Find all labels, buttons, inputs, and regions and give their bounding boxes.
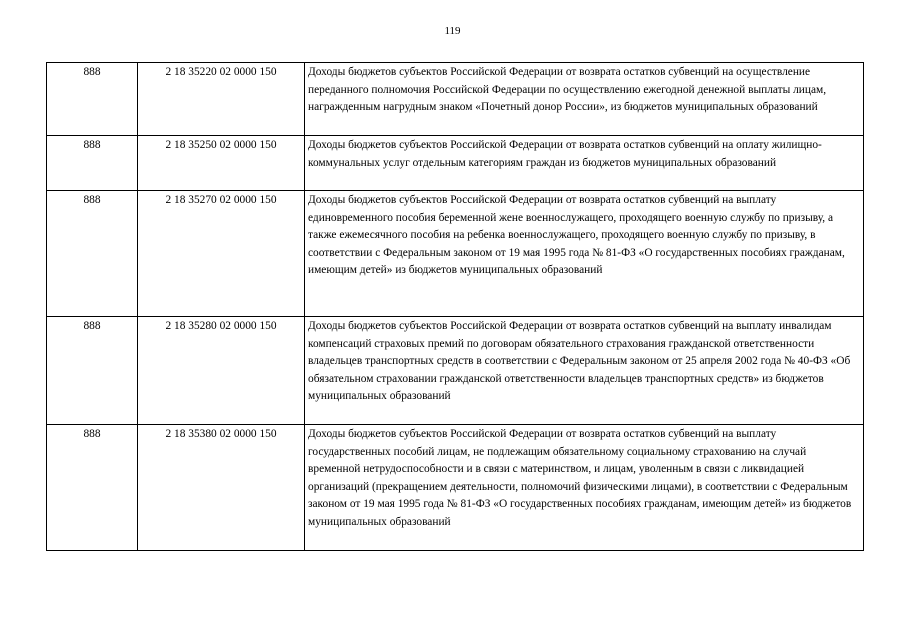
- table-row: [47, 425, 864, 551]
- admin-code-cell: 888: [47, 317, 138, 425]
- description-cell: Доходы бюджетов субъектов Российской Федерации от возврата остатков субвенций на выплату инвалидам компенсаций страховых премий по договорам обязательного страхования гражданской ответственности владельцев транспортных средств в соответствии с Федеральным законом от 25 апреля 2002 года № 40-ФЗ «Об обязательном страховании гражданской ответственности владельцев транспортных средств» из бюджетов муниципальных образований: [305, 317, 864, 425]
- description-cell: Доходы бюджетов субъектов Российской Федерации от возврата остатков субвенций на выплату единовременного пособия беременной жене военнослужащего, проходящего военную службу по призыву, а также ежемесячного пособия на ребенка военнослужащего, проходящего военную службу по призыву, в соответствии с Федеральным законом от 19 мая 1995 года № 81-ФЗ «О государственных пособиях гражданам, имеющим детей» из бюджетов муниципальных образований: [305, 191, 864, 317]
- budget-code-cell: 2 18 35250 02 0000 150: [138, 136, 305, 191]
- budget-code-cell: 2 18 35380 02 0000 150: [138, 425, 305, 551]
- table-row: [47, 63, 864, 136]
- admin-code-cell: 888: [47, 425, 138, 551]
- table-row: [47, 136, 864, 191]
- admin-code-cell: 888: [47, 63, 138, 136]
- budget-code-cell: 2 18 35280 02 0000 150: [138, 317, 305, 425]
- page-number: 119: [444, 25, 461, 37]
- table-row: [47, 191, 864, 317]
- budget-classification-table: [46, 62, 864, 551]
- description-cell: Доходы бюджетов субъектов Российской Федерации от возврата остатков субвенций на оплату жилищно-коммунальных услуг отдельным категориям граждан из бюджетов муниципальных образований: [305, 136, 864, 191]
- admin-code-cell: 888: [47, 191, 138, 317]
- table-row: [47, 317, 864, 425]
- description-cell: Доходы бюджетов субъектов Российской Федерации от возврата остатков субвенций на выплату государственных пособий лицам, не подлежащим обязательному социальному страхованию на случай временной нетрудоспособности и в связи с материнством, и лицам, уволенным в связи с ликвидацией организаций (прекращением деятельности, полномочий физическими лицами), в соответствии с Федеральным законом от 19 мая 1995 года № 81-ФЗ «О государственных пособиях гражданам, имеющим детей» из бюджетов муниципальных образований: [305, 425, 864, 551]
- description-cell: Доходы бюджетов субъектов Российской Федерации от возврата остатков субвенций на осуществление переданного полномочия Российской Федерации по осуществлению ежегодной денежной выплаты лицам, награжденным нагрудным знаком «Почетный донор России», из бюджетов муниципальных образований: [305, 63, 864, 136]
- budget-code-cell: 2 18 35270 02 0000 150: [138, 191, 305, 317]
- admin-code-cell: 888: [47, 136, 138, 191]
- budget-code-cell: 2 18 35220 02 0000 150: [138, 63, 305, 136]
